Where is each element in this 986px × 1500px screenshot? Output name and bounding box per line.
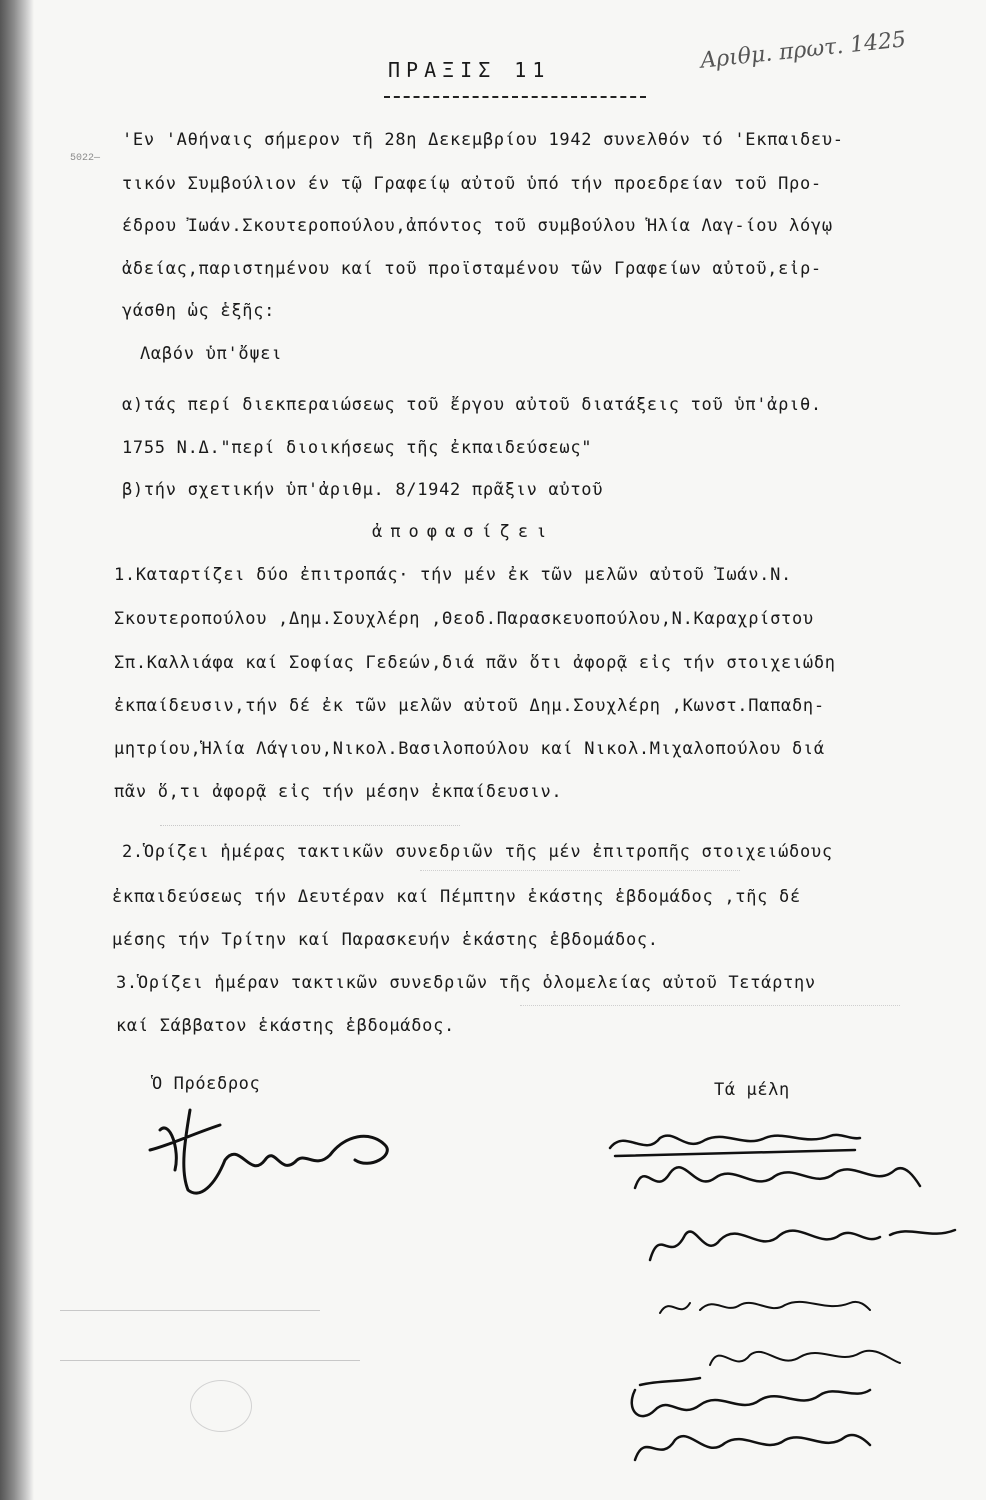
body-line: έδρου Ἰωάν.Σκουτεροπούλου,ἀπόντος τοῦ συμβούλου Ἡλία Λαγ-ίου λόγῳ bbox=[122, 216, 833, 236]
body-line: α)τάς περί διεκπεραιώσεως τοῦ ἔργου αὐτοῦ διατάξεις τοῦ ὑπ'ἀριθ. bbox=[122, 395, 822, 415]
title-underline bbox=[384, 96, 646, 98]
member-signature-4 bbox=[655, 1285, 875, 1325]
president-label: Ὁ Πρόεδρος bbox=[152, 1074, 261, 1094]
body-line: γάσθη ὡς ἑξῆς: bbox=[122, 301, 276, 321]
decision-heading: ἀποφασίζει bbox=[372, 522, 555, 542]
body-line: ἐκπαιδεύσεως τήν Δευτέραν καί Πέμπτην ἑκάστης ἑβδομάδος ,τῆς δέ bbox=[112, 887, 801, 907]
president-signature bbox=[130, 1090, 410, 1210]
body-line: 1755 Ν.Δ."περί διοικήσεως τῆς ἐκπαιδεύσεως" bbox=[122, 438, 593, 458]
member-signature-2 bbox=[625, 1148, 925, 1208]
members-label: Τά μέλη bbox=[714, 1080, 790, 1100]
body-line: Σπ.Καλλιάφα καί Σοφίας Γεδεών,διά πᾶν ὅτι ἀφορᾷ εἰς τήν στοιχειώδη bbox=[114, 653, 836, 673]
body-line: τικόν Συμβούλιον έν τῷ Γραφείῳ αὐτοῦ ὑπό τήν προεδρείαν τοῦ Προ- bbox=[122, 174, 822, 194]
body-line: ἀδείας,παριστημένου καί τοῦ προϊσταμένου τῶν Γραφείων αὐτοῦ,εἰρ- bbox=[122, 259, 822, 279]
member-signature-3 bbox=[640, 1205, 960, 1275]
body-line: μητρίου,Ἡλία Λάγιου,Νικολ.Βασιλοπούλου καί Νικολ.Μιχαλοπούλου διά bbox=[114, 739, 825, 759]
body-line: 1.Καταρτίζει δύο ἐπιτροπάς· τήν μέν ἐκ τῶν μελῶν αὐτοῦ Ἰωάν.Ν. bbox=[114, 565, 792, 585]
body-line: καί Σάββατον ἑκάστης ἑβδομάδος. bbox=[116, 1016, 455, 1036]
margin-mark: 5022— bbox=[70, 153, 101, 164]
scan-binding-shadow bbox=[0, 0, 34, 1500]
body-line: μέσης τήν Τρίτην καί Παρασκευήν ἑκάστης ἑβδομάδος. bbox=[112, 930, 659, 950]
body-line: 3.Ὁρίζει ἡμέραν τακτικῶν συνεδριῶν τῆς ὁλομελείας αὐτοῦ Τετάρτην bbox=[116, 973, 816, 993]
body-line: ἐκπαίδευσιν,τήν δέ ἐκ τῶν μελῶν αὐτοῦ Δημ.Σουχλέρη ,Κωνστ.Παπαδη- bbox=[114, 696, 825, 716]
body-line: Σκουτεροπούλου ,Δημ.Σουχλέρη ,Θεοδ.Παρασκευοπούλου,Ν.Καραχρίστου bbox=[114, 609, 814, 629]
member-signature-7 bbox=[625, 1415, 875, 1470]
document-title: ΠΡΑΞΙΣ 11 bbox=[388, 58, 551, 82]
body-line: Λαβόν ὑπ'ὄψει bbox=[140, 344, 283, 364]
body-line: 2.Ὁρίζει ἡμέρας τακτικῶν συνεδριῶν τῆς μέν ἐπιτροπῆς στοιχειώδους bbox=[122, 842, 833, 862]
body-line: β)τήν σχετικήν ὑπ'ἀριθμ. 8/1942 πρᾶξιν αὐτοῦ bbox=[122, 480, 604, 500]
protocol-number-note: Αριθμ. πρωτ. 1425 bbox=[699, 27, 908, 74]
body-line: 'Εν 'Αθήναις σήμερον τῆ 28η Δεκεμβρίου 1942 συνελθόν τό 'Εκπαιδευ- bbox=[122, 130, 844, 150]
body-line: πᾶν ὅ,τι ἀφορᾷ εἰς τήν μέσην ἐκπαίδευσιν. bbox=[114, 782, 563, 802]
